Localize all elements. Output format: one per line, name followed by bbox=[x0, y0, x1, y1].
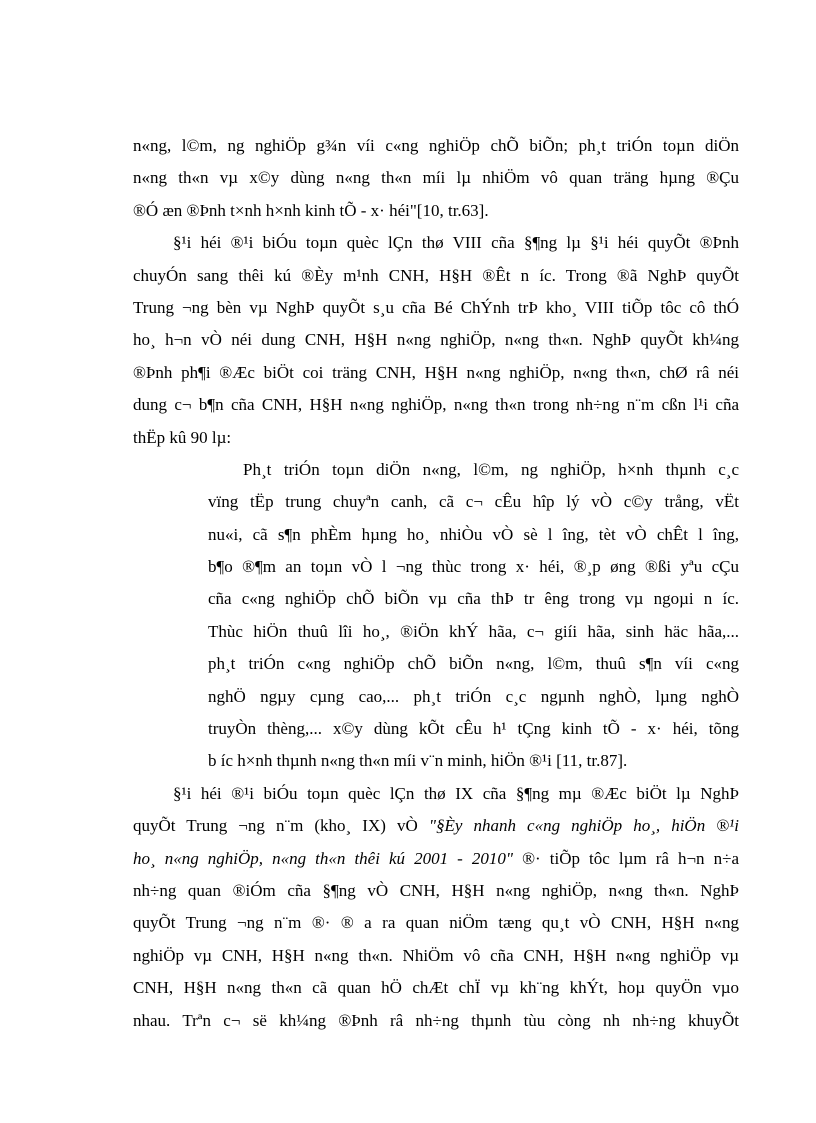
text-run: ®· tiÕp tôc lµm râ h¬n n÷a bbox=[513, 848, 739, 868]
quote-line: nghÖ ngµy cµng cao,... ph¸t triÓn c¸c ngµnh nghÒ, lµng nghÒ bbox=[208, 686, 739, 706]
text-line: §¹i héi ®¹i biÓu toµn quèc lÇn thø IX cña §¶ng mµ ®Æc biÖt lµ NghÞ bbox=[173, 783, 739, 803]
quote-line: b íc h×nh thµnh n«ng th«n míi v¨n minh, hiÖn ®¹i [11, tr.87]. bbox=[208, 751, 628, 771]
resolution-title-part-1: "§Èy nhanh c«ng nghiÖp ho¸, hiÖn ®¹i bbox=[428, 816, 739, 836]
text-line: dung c¬ b¶n cña CNH, H§H n«ng nghiÖp, n«ng th«n trong nh÷ng n¨m cßn l¹i cña bbox=[133, 395, 739, 415]
text-line-mixed bbox=[133, 843, 739, 875]
text-line: thËp kû 90 lµ: bbox=[133, 427, 232, 447]
intro-paragraph bbox=[133, 130, 739, 227]
text-line: quyÕt Trung ¬ng n¨m ®· ® a ra quan niÖm tæng qu¸t vÒ CNH, H§H n«ng bbox=[133, 913, 739, 933]
paragraph-ix bbox=[133, 778, 739, 1037]
quote-line: truyÒn thèng,... x©y dùng kÕt cÊu h¹ tÇng kinh tÕ - x· héi, tõng bbox=[208, 719, 739, 739]
text-line: chuyÓn sang thêi kú ®Èy m¹nh CNH, H§H ®Êt n íc. Trong ®ã NghÞ quyÕt bbox=[133, 265, 739, 285]
text-line: n«ng, l©m, ng nghiÖp g¾n víi c«ng nghiÖp chÕ biÕn; ph¸t triÓn toµn diÖn bbox=[133, 136, 739, 155]
text-line: Trung ¬ng bèn vµ NghÞ quyÕt s¸u cña Bé ChÝnh trÞ kho¸ VIII tiÕp tôc cô thÓ bbox=[133, 297, 739, 317]
text-line: nh÷ng quan ®iÓm cña §¶ng vÒ CNH, H§H n«ng nghiÖp, n«ng th«n. NghÞ bbox=[133, 880, 739, 900]
text-line: ®Ó æn ®Þnh t×nh h×nh kinh tÕ - x· héi"[10, tr.63]. bbox=[133, 200, 489, 220]
text-run: quyÕt Trung ¬ng n¨m (kho¸ IX) vÒ bbox=[133, 816, 429, 836]
quote-line: b¶o ®¶m an toµn vÒ l ¬ng thùc trong x· héi, ®¸p øng ®ßi yªu cÇu bbox=[208, 557, 739, 577]
resolution-title-part-2: ho¸ n«ng nghiÖp, n«ng th«n thêi kú 2001 - 2010" bbox=[133, 848, 514, 868]
text-line: CNH, H§H n«ng th«n cã quan hÖ chÆt chÏ vµ kh¨ng khÝt, hoµ quyÖn vµo bbox=[133, 978, 739, 998]
text-line: n«ng th«n vµ x©y dùng n«ng th«n míi lµ nhiÖm vô quan träng hµng ®Çu bbox=[133, 168, 739, 188]
text-line: nghiÖp vµ CNH, H§H n«ng th«n. NhiÖm vô cña CNH, H§H n«ng nghiÖp vµ bbox=[133, 945, 739, 965]
quote-line: Ph¸t triÓn toµn diÖn n«ng, l©m, ng nghiÖp, h×nh thµnh c¸c bbox=[243, 459, 739, 479]
quote-line: cña c«ng nghiÖp chÕ biÕn vµ cña thÞ tr êng trong vµ ngoµi n íc. bbox=[208, 589, 739, 609]
text-line: §¹i héi ®¹i biÓu toµn quèc lÇn thø VIII cña §¶ng lµ §¹i héi quyÕt ®Þnh bbox=[173, 233, 739, 253]
quote-line: Thùc hiÖn thuû lîi ho¸, ®iÖn khÝ hãa, c¬ giíi hãa, sinh häc hãa,... bbox=[208, 621, 739, 641]
quote-line: ph¸t triÓn c«ng nghiÖp chÕ biÕn n«ng, l©m, thuû s¶n víi c«ng bbox=[208, 654, 739, 674]
quote-line: vïng tËp trung chuyªn canh, cã c¬ cÊu hîp lý vÒ c©y trång, vËt bbox=[208, 492, 739, 512]
block-quote bbox=[208, 454, 739, 778]
text-line-mixed bbox=[133, 810, 739, 842]
text-line: ®Þnh ph¶i ®Æc biÖt coi träng CNH, H§H n«ng nghiÖp, n«ng th«n, chØ râ néi bbox=[133, 362, 739, 382]
quote-line: nu«i, cã s¶n phÈm hµng ho¸ nhiÒu vÒ sè l îng, tèt vÒ chÊt l îng, bbox=[208, 524, 739, 544]
text-line: nhau. Trªn c¬ së kh¼ng ®Þnh râ nh÷ng thµnh tùu còng nh nh÷ng khuyÕt bbox=[133, 1010, 739, 1030]
text-line: ho¸ h¬n vÒ néi dung CNH, H§H n«ng nghiÖp, n«ng th«n. NghÞ quyÕt kh¼ng bbox=[133, 330, 739, 350]
paragraph-viii bbox=[133, 227, 739, 454]
document-body bbox=[133, 130, 739, 1037]
